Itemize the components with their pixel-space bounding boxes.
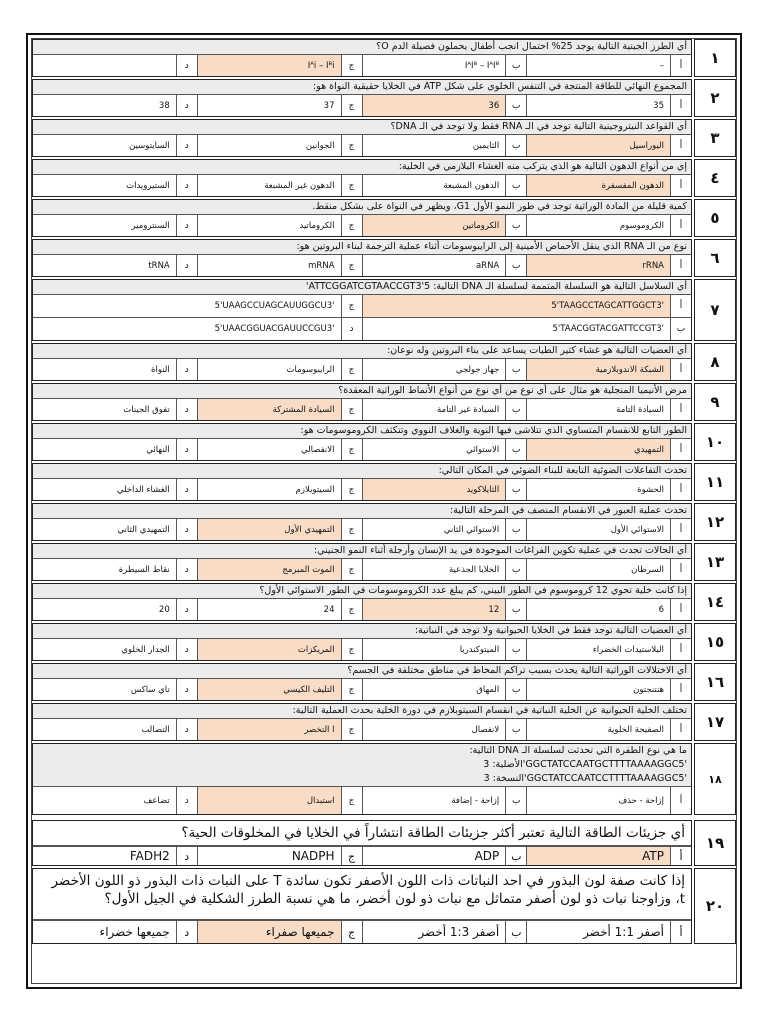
option-label-c: ج (341, 679, 362, 700)
option-c[interactable]: الرايبوسومات (197, 359, 341, 380)
option-a[interactable]: الكروموسوم (526, 215, 670, 236)
option-a-correct[interactable]: rRNA (526, 255, 670, 276)
question-row-8 (32, 343, 736, 381)
question-row-10 (32, 423, 736, 461)
option-label-d: د (176, 359, 197, 380)
option-label-d: د (176, 519, 197, 540)
question-row-5 (32, 199, 736, 237)
option-d[interactable]: 38 (158, 100, 170, 111)
option-d[interactable] (33, 55, 176, 76)
question-row-7 (32, 279, 736, 341)
question-row-13 (32, 543, 736, 581)
option-label-b: ب (505, 719, 526, 740)
option-c[interactable]: mRNA (197, 255, 341, 276)
option-b-correct[interactable]: 12 (362, 599, 506, 620)
option-c-correct[interactable]: جميعها صفراء (197, 921, 341, 943)
exam-sheet (26, 33, 742, 989)
option-label-a: أ (670, 399, 691, 420)
question-number: ١٢ (694, 503, 736, 541)
option-d[interactable]: 20 (158, 604, 170, 615)
option-label-a: أ (670, 439, 691, 460)
question-number: ١٧ (694, 703, 736, 741)
option-a-correct[interactable]: الدهون المفسفرة (526, 175, 670, 196)
option-b[interactable]: جهاز جولجي (362, 359, 506, 380)
question-text: ما هي نوع الطفرة التي تحدثت لسلسلة الـ DNA التالية: (33, 744, 691, 758)
option-label-c: ج (341, 255, 362, 276)
option-label-c: ج (341, 215, 362, 236)
question-number: ١٩ (694, 820, 736, 866)
question-row-16 (32, 663, 736, 701)
question-row-17 (32, 703, 736, 741)
option-label-a: أ (670, 639, 691, 660)
question-row-6 (32, 239, 736, 277)
option-c[interactable]: 24 (197, 599, 341, 620)
questions-table (31, 38, 737, 984)
option-label-b: ب (505, 639, 526, 660)
option-label-c: ج (341, 95, 362, 116)
question-text: المجموع النهائي للطاقة المنتجة في التنفس الخلوي على شكل ATP في الخلايا حقيقية النواة هو: (33, 80, 691, 95)
option-b-correct[interactable]: الكروماتين (362, 215, 506, 236)
option-a-correct[interactable]: 5'TAAGCCTAGCATTGGCT3' (362, 295, 671, 317)
option-label-d: د (176, 55, 197, 76)
option-b[interactable]: ADP (362, 847, 506, 865)
option-d[interactable]: تفوق الجينات (123, 404, 170, 415)
question-row-3 (32, 119, 736, 157)
option-d[interactable]: تاي ساكس (130, 684, 170, 695)
option-label-d: د (176, 847, 197, 865)
option-label-d: د (176, 639, 197, 660)
option-c-correct[interactable]: الموت المبرمج (197, 559, 341, 580)
option-b[interactable]: الميتوكندريا (362, 639, 506, 660)
option-a-correct[interactable]: الشبكة الاندوبلازمية (526, 359, 670, 380)
option-label-d: د (176, 399, 197, 420)
option-label-d: د (176, 719, 197, 740)
question-text: تختلف الخلية الحيوانية عن الخلية النباتية في انقسام السيتوبلازم في دورة الخلية بحدث العملية التالية: (33, 704, 691, 719)
option-label-c: ج (341, 921, 362, 943)
option-c-correct[interactable]: Iᴬi – Iᴮi (197, 55, 341, 76)
option-label-c: ج (341, 479, 362, 500)
option-b[interactable]: 5'TAACGGTACGATTCCGT3' (362, 318, 671, 340)
option-c[interactable]: NADPH (197, 847, 341, 865)
option-label-b: ب (505, 55, 526, 76)
option-d[interactable]: نقاط السيطرة (118, 564, 170, 575)
question-number: ٥ (694, 199, 736, 237)
option-label-a: أ (670, 295, 691, 317)
question-number: ١٤ (694, 583, 736, 621)
question-text: أي السلاسل التالية هو السلسلة المتممة لسلسلة الـ DNA التالية: 5'ATTCGGATCGTAACCGT3' (33, 280, 691, 295)
question-number: ١٥ (694, 623, 736, 661)
option-b[interactable]: أصفر 1:3 أخضر (362, 921, 506, 943)
question-row-1 (32, 39, 736, 77)
option-d[interactable]: الجدار الخلوي (121, 644, 170, 655)
question-row-20 (32, 868, 736, 944)
option-a[interactable]: أصفر 1:1 أخضر (526, 921, 670, 943)
option-label-d: د (176, 215, 197, 236)
option-label-b: ب (505, 479, 526, 500)
option-label-c: ج (341, 519, 362, 540)
option-label-a: أ (670, 719, 691, 740)
question-text: مرض الأنيميا المنجلية هو مثال على أي نوع من أي نوع من أنواع الأنماط الوراثية المعقدة؟ (33, 384, 691, 399)
option-label-b: ب (505, 599, 526, 620)
option-label-c: ج (341, 719, 362, 740)
option-c[interactable]: 37 (197, 95, 341, 116)
option-label-b: ب (505, 215, 526, 236)
option-c-correct[interactable]: التمهيدي الأول (197, 519, 341, 540)
option-label-a: أ (670, 255, 691, 276)
option-c-correct[interactable]: المريكزات (197, 639, 341, 660)
question-row-14 (32, 583, 736, 621)
option-label-a: أ (670, 95, 691, 116)
option-d[interactable]: السايتوسين (129, 140, 170, 151)
option-a[interactable]: هنتنجتون (526, 679, 670, 700)
option-label-c: ج (341, 559, 362, 580)
option-c[interactable]: السيتوبلازم (197, 479, 341, 500)
option-c-correct[interactable]: استبدال (197, 787, 341, 814)
option-label-d: د (176, 787, 197, 814)
option-label-d: د (176, 479, 197, 500)
option-label-b: ب (505, 559, 526, 580)
option-label-c: ج (341, 359, 362, 380)
option-a[interactable]: 6 (526, 599, 670, 620)
question-text: أي العضيات التالية هو غشاء كثير الطيات يساعد على بناء البروتين وله نوعان: (33, 344, 691, 359)
option-a-correct[interactable]: ATP (526, 847, 670, 865)
question-number: ٢٠ (694, 868, 736, 944)
question-row-19 (32, 820, 736, 866)
option-label-b: ب (505, 135, 526, 156)
option-label-b: ب (505, 847, 526, 865)
question-text: الطور التابع للانقسام المتساوي الذي تتلاشى فيها النوية والغلاف النووي وتتكثف الكروموسومات هو: (33, 424, 691, 439)
question-number: ٩ (694, 383, 736, 421)
option-label-a: أ (670, 215, 691, 236)
option-a[interactable]: إزاحة - حذف (526, 787, 670, 814)
dna-copy: النسخة: 3'GGCTATCCAATCCTTTTAAAAGGC5' (33, 772, 691, 787)
option-d[interactable]: التمهيدي الثاني (117, 524, 170, 535)
option-label-a: أ (670, 175, 691, 196)
option-label-d: د (176, 679, 197, 700)
option-label-d: د (176, 95, 197, 116)
option-c[interactable]: الجوانين (197, 135, 341, 156)
option-label-b: ب (505, 679, 526, 700)
option-label-c: ج (341, 599, 362, 620)
option-label-c: ج (341, 439, 362, 460)
option-label-d: د (176, 559, 197, 580)
option-d[interactable]: الغشاء الداخلي (116, 484, 170, 495)
option-a[interactable]: السرطان (526, 559, 670, 580)
option-label-d: د (176, 921, 197, 943)
option-c[interactable]: 5'UAAGCCUAGCAUUGGCU3' (214, 301, 335, 311)
option-a[interactable]: الصفيحة الخلوية (526, 719, 670, 740)
option-label-c: ج (341, 55, 362, 76)
option-d[interactable]: 5'UAACGGUACGAUUCCGU3' (214, 324, 335, 334)
option-label-a: أ (670, 479, 691, 500)
question-text: تحدث عملية العبور في الانقسام المنصف في المرحلة التالية: (33, 504, 691, 519)
option-label-b: ب (505, 359, 526, 380)
option-b[interactable]: الخلايا الجذعية (362, 559, 506, 580)
question-text: أي الطرز الجينية التالية يوجد 25% احتمال انجب أطفال يحملون فصيلة الدم O؟ (33, 40, 691, 55)
option-label-d: د (176, 135, 197, 156)
option-label-a: أ (670, 847, 691, 865)
option-c-correct[interactable]: التليف الكيسي (197, 679, 341, 700)
option-label-c: ج (341, 399, 362, 420)
option-label-c: ج (341, 639, 362, 660)
question-number: ١١ (694, 463, 736, 501)
question-number: ٤ (694, 159, 736, 197)
question-row-2 (32, 79, 736, 117)
option-d[interactable]: السنترومير (131, 220, 170, 231)
option-b[interactable]: إزاحة - إضافة (362, 787, 506, 814)
option-b-correct[interactable]: 36 (362, 95, 506, 116)
question-text: أي جزيئات الطاقة التالية تعتبر أكثر جزيئات الطاقة انتشاراً في الخلايا في المخلوقات الحية؟ (33, 821, 691, 846)
option-b[interactable]: الاستوائي (362, 439, 506, 460)
question-row-9 (32, 383, 736, 421)
option-d[interactable]: FADH2 (129, 849, 170, 863)
option-a[interactable]: – (526, 55, 670, 76)
option-label-a: أ (670, 679, 691, 700)
option-label-d: د (341, 318, 362, 340)
option-c[interactable]: الكروماتيد (197, 215, 341, 236)
question-row-4 (32, 159, 736, 197)
option-a[interactable]: السيادة التامة (526, 399, 670, 420)
option-b[interactable]: السيادة غير التامة (362, 399, 506, 420)
option-a[interactable]: 35 (526, 95, 670, 116)
option-b[interactable]: الثايمين (362, 135, 506, 156)
question-text: أي الحالات تحدث في عملية تكوين الفراغات الموجودة في يد الإنسان وأرجلة أثناء النمو الجنيني: (33, 544, 691, 559)
question-number: ١ (694, 39, 736, 77)
option-d[interactable]: النهائي (146, 444, 170, 455)
option-b[interactable]: المهاق (362, 679, 506, 700)
option-label-c: ج (341, 175, 362, 196)
option-label-a: أ (670, 599, 691, 620)
option-c-correct[interactable]: ا التخصر (197, 719, 341, 740)
option-label-a: أ (670, 135, 691, 156)
option-label-b: ب (505, 439, 526, 460)
option-a[interactable]: الحشوة (526, 479, 670, 500)
option-label-d: د (176, 439, 197, 460)
option-label-b: ب (670, 318, 691, 340)
option-a[interactable]: البلاستيدات الخضراء (526, 639, 670, 660)
question-number: ٣ (694, 119, 736, 157)
question-text: إذا كانت خلية تحوي 12 كروموسوم في الطور البيني، كم يبلغ عدد الكروموسومات في الطور الاستوائي الأول؟ (33, 584, 691, 599)
option-b[interactable]: aRNA (362, 255, 506, 276)
option-label-d: د (176, 255, 197, 276)
option-b-correct[interactable]: الثايلاكويد (362, 479, 506, 500)
option-b[interactable]: لانفصال (362, 719, 506, 740)
option-b[interactable]: الدهون المشبعة (362, 175, 506, 196)
question-text: إذا كانت صفة لون البذور في احد النباتات ذات اللون الأصفر تكون سائدة T على النبات ذات البذور ذو اللون الأخضر t، وزاوجنا نبات ذو لون أصفر متماثل مع نبات ذو لون أخضر، ما هي نسبة الطرز الشكلية في الجيل الأول؟ (33, 869, 691, 920)
question-row-18 (32, 743, 736, 815)
option-label-c: ج (341, 787, 362, 814)
option-d[interactable]: تضاعف (143, 795, 170, 806)
option-label-b: ب (505, 175, 526, 196)
option-label-a: أ (670, 55, 691, 76)
option-label-d: د (176, 175, 197, 196)
option-label-d: د (176, 599, 197, 620)
question-number: ١٨ (694, 743, 736, 815)
option-label-a: أ (670, 359, 691, 380)
option-label-c: ج (341, 135, 362, 156)
option-label-b: ب (505, 399, 526, 420)
question-number: ١٣ (694, 543, 736, 581)
question-row-12 (32, 503, 736, 541)
option-label-c: ج (341, 847, 362, 865)
option-label-a: أ (670, 787, 691, 814)
question-number: ٧ (694, 279, 736, 341)
option-label-a: أ (670, 559, 691, 580)
question-text: إي من أنواع الدهون التالية هو الذي يتركب منه الغشاء البلازمي في الخلية: (33, 160, 691, 175)
option-label-a: أ (670, 921, 691, 943)
option-c[interactable]: الانفصالي (197, 439, 341, 460)
option-label-b: ب (505, 519, 526, 540)
option-b[interactable]: IᴬIᴮ – IᴬIᴮ (362, 55, 506, 76)
option-d[interactable]: tRNA (148, 260, 170, 271)
question-row-11 (32, 463, 736, 501)
question-number: ٦ (694, 239, 736, 277)
option-label-a: أ (670, 519, 691, 540)
option-b[interactable]: الاستوائي الثاني (362, 519, 506, 540)
option-c[interactable]: الدهون غير المشبعة (197, 175, 341, 196)
option-d[interactable]: التصالب (141, 724, 170, 735)
question-number: ١٠ (694, 423, 736, 461)
question-text: أي القواعد النيتروجينية التالية توجد في الـ RNA فقط ولا توجد في الـ DNA؟ (33, 120, 691, 135)
question-number: ١٦ (694, 663, 736, 701)
option-a[interactable]: الاستوائي الأول (526, 519, 670, 540)
dna-original: الأصلية: 3'GGCTATCCAATGCTTTTAAAAGGC5' (33, 758, 691, 772)
option-c-correct[interactable]: السيادة المشتركة (197, 399, 341, 420)
option-d[interactable]: النواة (151, 364, 170, 375)
option-label-b: ب (505, 255, 526, 276)
question-text: كمية قليلة من المادة الوراثية توجد في طور النمو الأول G1، ويظهر في النواة على بشكل منقط. (33, 200, 691, 215)
question-text: نوع من الـ RNA الذي ينقل الأحماض الأمينية إلى الرايبوسومات أثناء عملية الترجمة لبناء البروتين هو: (33, 240, 691, 255)
question-text: تحدث التفاعلات الضوئية التابعة للبناء الضوئي في المكان التالي: (33, 464, 691, 479)
option-d[interactable]: الستيرويدات (126, 180, 170, 191)
question-text: أي الاختلالات الوراثية التالية يحدث بسبب تراكم المخاط في مناطق مختلفة في الجسم؟ (33, 664, 691, 679)
option-label-c: ج (341, 295, 362, 317)
question-number: ٨ (694, 343, 736, 381)
option-label-b: ب (505, 95, 526, 116)
question-row-15 (32, 623, 736, 661)
question-text: أي العضيات التالية توجد فقط في الخلايا الحيوانية ولا توجد في النباتية: (33, 624, 691, 639)
option-d[interactable]: جميعها خضراء (99, 925, 170, 939)
option-label-b: ب (505, 787, 526, 814)
option-a-correct[interactable]: التمهيدي (526, 439, 670, 460)
question-number: ٢ (694, 79, 736, 117)
option-label-b: ب (505, 921, 526, 943)
option-a-correct[interactable]: اليوراسيل (526, 135, 670, 156)
